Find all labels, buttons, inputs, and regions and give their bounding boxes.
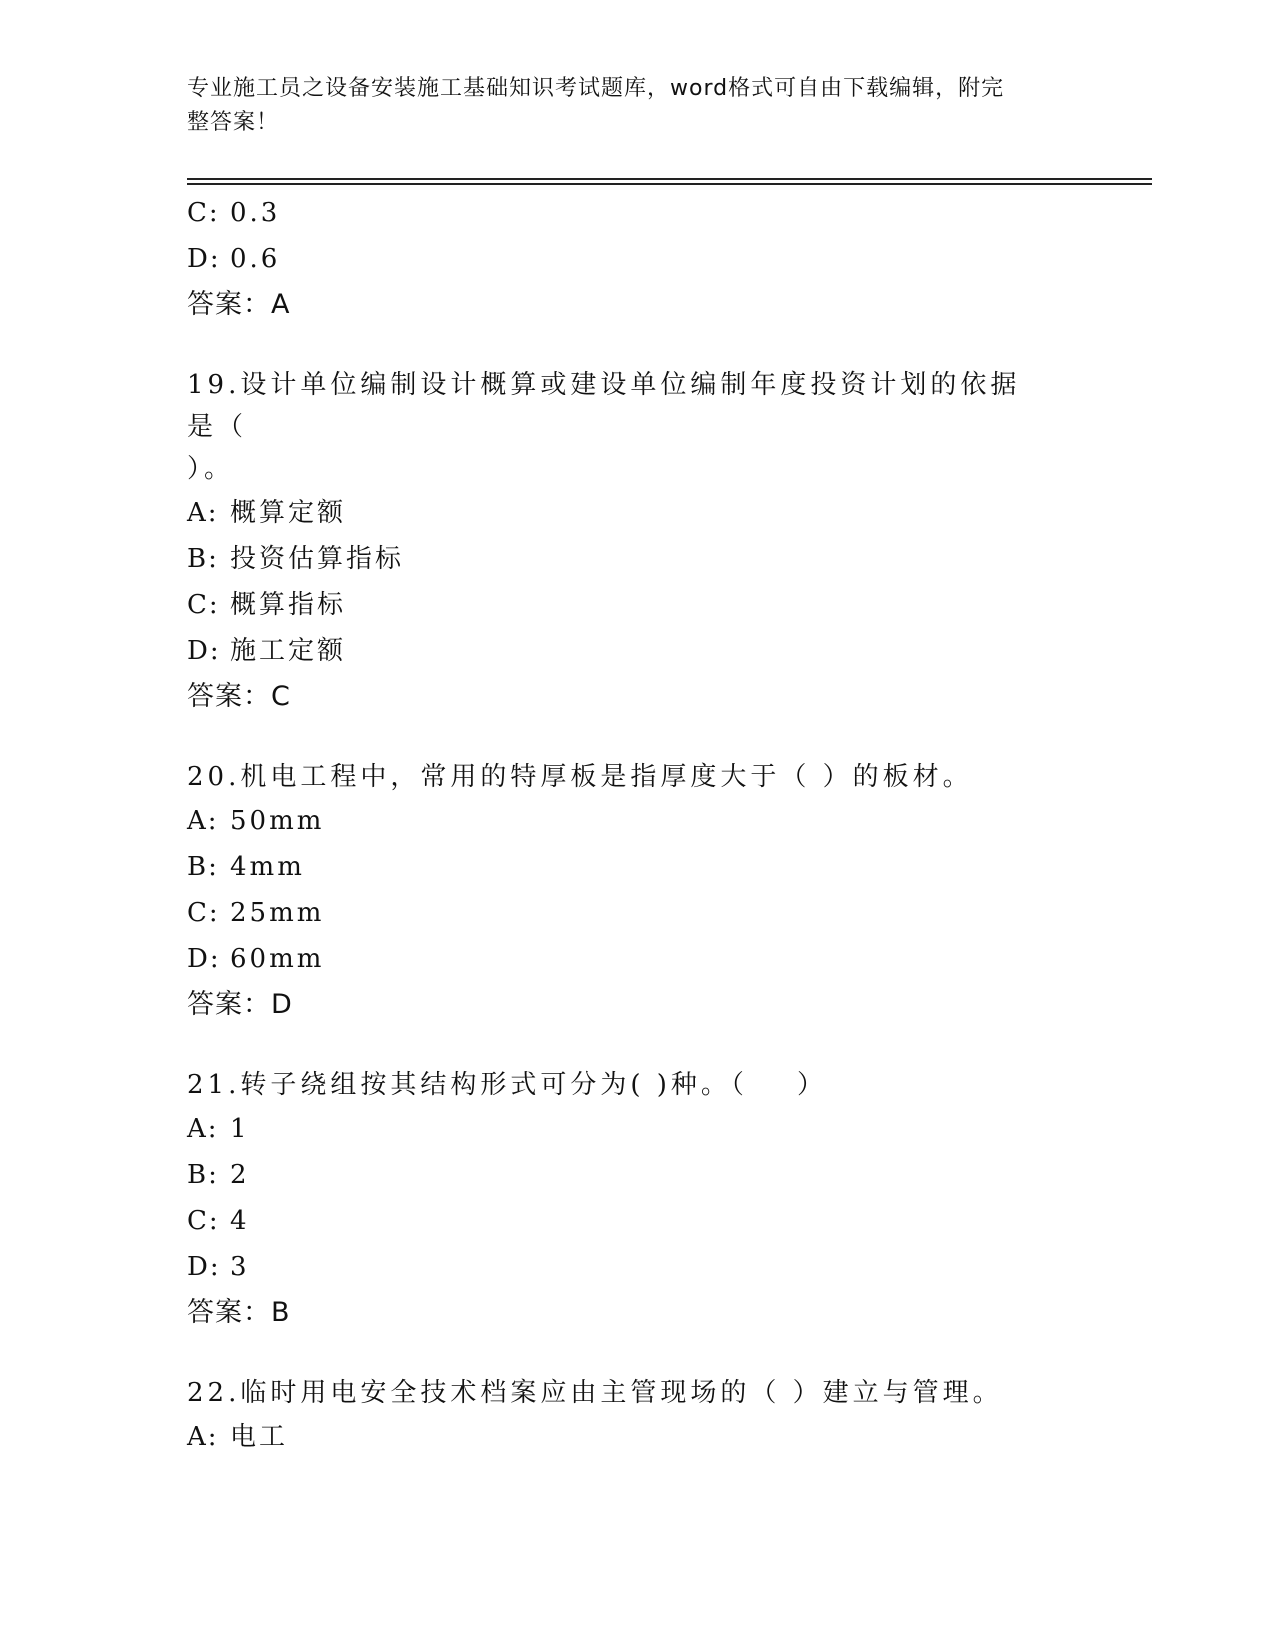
option-a [187,490,1152,536]
option-b [187,844,1152,890]
option-text: 25mm [230,898,325,928]
answer-line: 答案：D [187,989,293,1020]
question-22 [187,1372,1152,1460]
option-letter: A: [187,806,219,836]
option-letter: D: [187,1252,221,1282]
document-body [187,190,1152,1460]
question-19 [187,364,1152,720]
option-d [187,1244,1152,1290]
option-text: 4mm [230,852,305,882]
option-text: 投资估算指标 [230,544,405,574]
option-text: 3 [230,1252,250,1282]
option-letter: A: [187,498,219,528]
option-letter: D: [187,944,221,974]
answer-line: 答案：C [187,681,291,712]
option-d [187,236,1152,282]
option-d [187,628,1152,674]
option-letter: A: [187,1422,219,1452]
header-line-2: 整答案！ [187,110,280,135]
option-letter: A: [187,1114,219,1144]
option-letter: B: [187,544,219,574]
question-text: 22.临时用电安全技术档案应由主管现场的（ ）建立与管理。 [187,1378,1003,1408]
option-text: 概算指标 [230,590,347,620]
header-divider-top [187,178,1152,180]
option-letter: C: [187,590,220,620]
option-c [187,190,1152,236]
option-b [187,1152,1152,1198]
option-letter: C: [187,198,220,228]
question-18-tail [187,190,1152,328]
option-text: 4 [230,1206,250,1236]
question-20 [187,756,1152,1028]
option-c [187,890,1152,936]
question-text [187,364,1047,490]
option-text: 电工 [230,1422,289,1452]
option-letter: D: [187,636,221,666]
option-letter: B: [187,1160,219,1190]
option-text: 概算定额 [230,498,347,528]
option-letter: C: [187,1206,220,1236]
header-line-1: 专业施工员之设备安装施工基础知识考试题库，word格式可自由下载编辑，附完 [187,76,1005,101]
option-text: 50mm [230,806,325,836]
option-text: 2 [230,1160,250,1190]
option-text: 0.6 [230,244,281,274]
option-d [187,936,1152,982]
option-letter: B: [187,852,219,882]
question-text-line-1: 19.设计单位编制设计概算或建设单位编制年度投资计划的依据是（ [187,370,1021,442]
option-letter: C: [187,898,220,928]
option-c [187,582,1152,628]
question-text-line-2: ）。 [187,454,235,484]
option-a [187,798,1152,844]
header-divider-bottom [187,183,1152,185]
question-text: 21.转子绕组按其结构形式可分为( )种。（ ） [187,1070,827,1100]
option-text: 施工定额 [230,636,347,666]
answer-line: 答案：B [187,1297,291,1328]
option-c [187,1198,1152,1244]
question-21 [187,1064,1152,1336]
answer-line: 答案：A [187,289,291,320]
option-b [187,536,1152,582]
option-text: 1 [230,1114,250,1144]
document-header [187,72,1067,140]
option-a [187,1106,1152,1152]
option-text: 0.3 [230,198,281,228]
option-a [187,1414,1152,1460]
option-text: 60mm [230,944,325,974]
question-text: 20.机电工程中，常用的特厚板是指厚度大于（ ）的板材。 [187,762,973,792]
option-letter: D: [187,244,221,274]
